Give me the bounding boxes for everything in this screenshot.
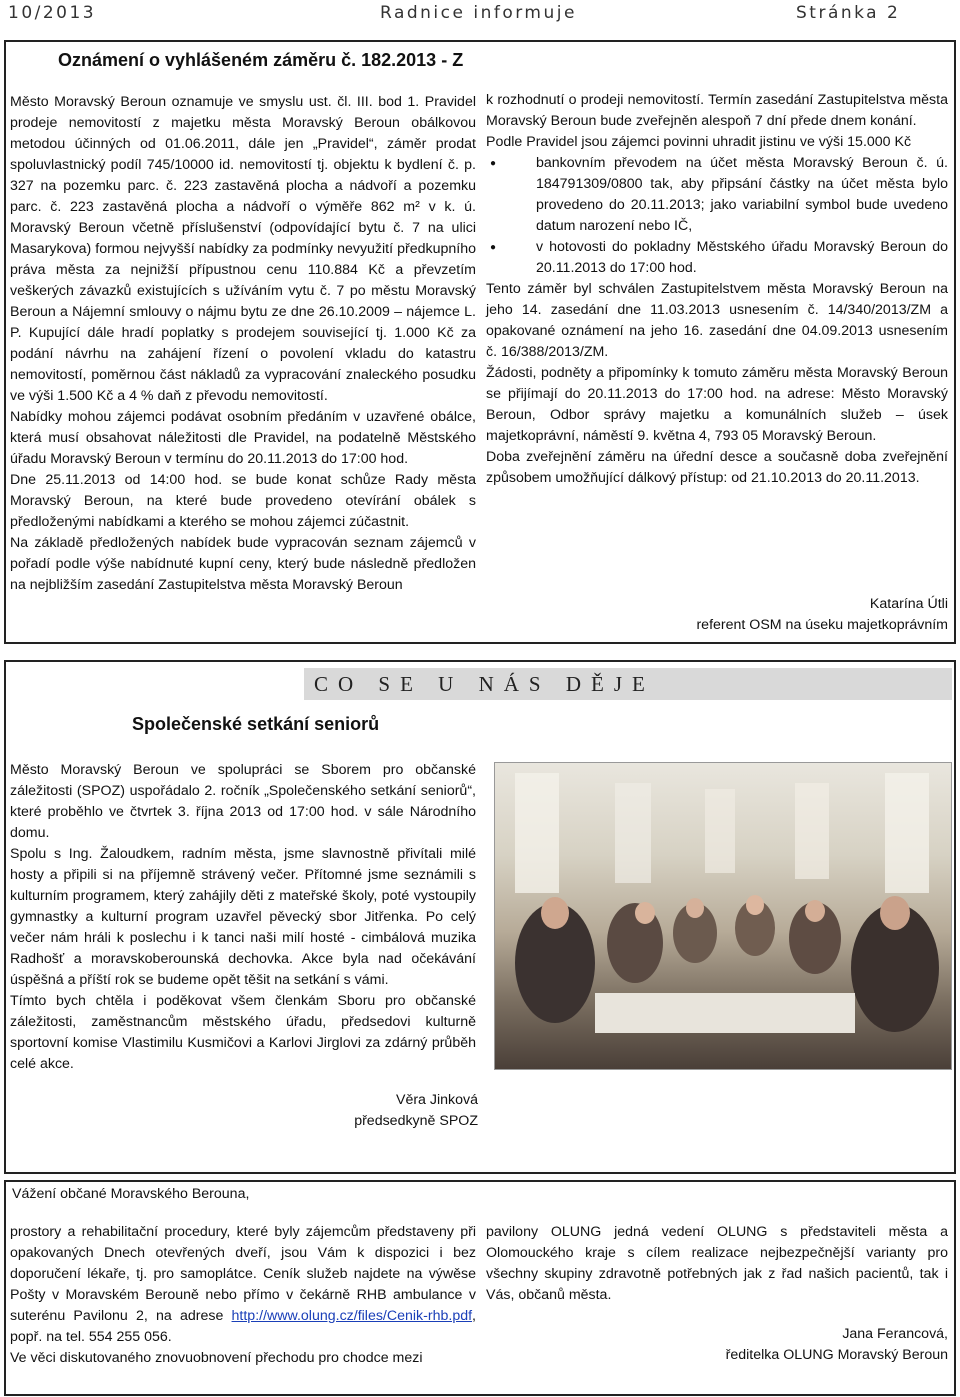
notice-title: Oznámení o vyhlášeném záměru č. 182.2013 - Z: [58, 50, 464, 70]
signature-name: Jana Ferancová,: [842, 1326, 948, 1342]
letter-box: [4, 1180, 956, 1396]
notice-paragraph: Nabídky mohou zájemci podávat osobním předáním v uzavřené obálce, která musí obsahovat náležitosti dle Pravidel, na podatelně Městského úřadu Moravský Beroun v termínu do 20.11.2013 do 17:00 hod.: [10, 409, 476, 467]
section-banner: CO SE U NÁS DĚJE: [304, 668, 952, 700]
events-text: [10, 760, 476, 1075]
deposit-text: Podle Pravidel jsou zájemci povinni uhradit jistinu ve výši 15.000 Kč: [486, 134, 912, 150]
events-box: [4, 660, 956, 1174]
issue-number: 10/2013: [8, 3, 97, 23]
notice-paragraph: Tento záměr byl schválen Zastupitelstvem města Moravský Beroun na jeho 14. zasedání dne 11.03.2013 usnesením č. 14/340/2013/ZM a opakované oznámení na jeho 16. zasedání dne 04.09.2013 usnesením č. 16/388/2013/ZM.: [486, 281, 948, 360]
newsletter-title: Radnice informuje: [380, 3, 577, 23]
notice-left-column: [10, 92, 476, 596]
letter-right-column: [486, 1222, 948, 1306]
notice-paragraph: Doba zveřejnění záměru na úřední desce a současně doba zveřejnění způsobem umožňující dálkový přístup: od 21.10.2013 do 20.11.2013.: [486, 449, 948, 486]
letter-left-column: [10, 1222, 476, 1369]
event-photo-illustration: [495, 763, 951, 1069]
events-paragraph: Spolu s Ing. Žaloudkem, radním města, jsme slavnostně přivítali milé hosty a připili si na příjemně strávený večer. Přítomné jsme seznámili s kulturním programem, který zahájily děti z mateřské školy, poté vystoupily gymnastky a kulturní program uzavřel pěvecký sbor Jitřenka. Po celý večer nám hráli k poslechu i k tanci naši milí hosté - cimbálová muzika Radhošť a moravskoberounská dechovka. Akce byla nad očekávání úspěšná a příští rok se budeme opět těšit na setkání s vámi.: [10, 846, 476, 988]
notice-paragraph: Na základě předložených nabídek bude vypracován seznam zájemců v pořadí podle výše nabídnuté kupní ceny, který bude následně předložen na nejbližším zasedání Zastupitelstva města Moravský Beroun: [10, 535, 476, 593]
notice-paragraph: k rozhodnutí o prodeji nemovitostí. Termín zasedání Zastupitelstva města Moravský Beroun bude zveřejněn alespoň 7 dní přede dnem konání.: [486, 92, 948, 129]
notice-paragraph: Dne 25.11.2013 od 14:00 hod. se bude konat schůze Rady města Moravský Beroun, na které bude provedeno otevírání obálek s předloženými nabídkami a kterého se mohou zájemci zúčastnit.: [10, 472, 476, 530]
letter-text: pavilony OLUNG jedná vedení OLUNG s představiteli města a Olomouckého kraje s cílem realizace nejbezpečnější varianty pro všechny skupiny zdravotně potřebných jak z řad našich pacientů, tak i Vás, občanů města.: [486, 1224, 948, 1303]
notice-paragraph: Žádosti, podněty a připomínky k tomuto záměru města Moravský Beroun se přijímají do 20.11.2013 do 17:00 hod. na adrese: Město Moravský Beroun, Odbor správy majetku a komunálních služeb – úsek majetkoprávní, náměstí 9. května 4, 793 05 Moravský Beroun.: [486, 365, 948, 444]
signature-role: ředitelka OLUNG Moravský Beroun: [725, 1347, 948, 1363]
events-paragraph: Město Moravský Beroun ve spolupráci se Sborem pro občanské záležitosti (SPOZ) uspořádalo 2. ročník „Společenského setkání seniorů“, které proběhlo ve čtvrtek 3. října 2013 od 17:00 hod. v sále Národního domu.: [10, 762, 476, 841]
notice-right-column: [486, 90, 948, 489]
events-title: Společenské setkání seniorů: [132, 714, 380, 734]
letter-greeting: Vážení občané Moravského Berouna,: [12, 1186, 250, 1202]
events-signature: [354, 1090, 478, 1132]
page-header: [0, 0, 960, 38]
letter-text: Ve věci diskutovaného znovuobnovení přechodu pro chodce mezi: [10, 1350, 423, 1366]
price-list-link[interactable]: http://www.olung.cz/files/Cenik-rhb.pdf: [231, 1308, 473, 1324]
signature-name: Věra Jinková: [395, 1092, 478, 1108]
letter-text: , popř. na tel. 554 255 056.: [10, 1308, 476, 1345]
signature-name: Katarína Útli: [869, 596, 948, 612]
letter-text: prostory a rehabilitační procedury, které byly zájemcům představeny při opakovaných Dnech otevřených dveří, jsou Vám k dispozici i bez doporučení lékaře, tj. pro samoplátce. Ceník služeb najdete na výwěse Pošty v Moravském Berouně nebo přímo v čekárně RHB ambulance v suterénu Pavilonu 2, na adrese: [10, 1224, 476, 1324]
payment-item: ● v hotovosti do pokladny Městského úřadu Moravský Beroun do 20.11.2013 do 17:00 hod.: [486, 237, 948, 279]
payment-list: [486, 153, 948, 279]
notice-paragraph: Město Moravský Beroun oznamuje ve smyslu ust. čl. III. bod 1. Pravidel prodeje nemovitostí z majetku města Moravský Beroun obálkovou metodou účinných od 01.06.2011, dále jen „Pravidel“, záměr prodat spoluvlastnický podíl 745/10000 id. nemovitostí tj. objektu k bydlení č. p. 327 na pozemku parc. č. 223 zastavěná plocha a nádvoří a pozemku parc. č. 223 zastavěná plocha a nádvoří o výměře 862 m² v k. ú. Moravský Beroun včetně příslušenství (odpovídající bytu č. 7 na ulici Masarykova) formou nejvyšší nabídky za podmínky nevyužití předkupního práva města za nejnižší přípustnou cenu 110.884 Kč a převzetím veškerých závazků existujících s užíváním vytu č. 7 po městu Moravský Beroun a Nájemní smlouvy o nájmu bytu ze dne 26.10.2009 – nájemce L. P. Kupující dále hradí poplatky s prodejem související tj. 1.000 Kč za podání návrhu na zahájení řízení o povolení vkladu do katastru nemovitostí, poměrnou část nákladů za vypracování znaleckého posudku ve výši 1.500 Kč a 4 % daň z převodu nemovitostí.: [10, 94, 476, 404]
signature-role: předsedkyně SPOZ: [354, 1113, 478, 1129]
event-photo: [494, 762, 952, 1070]
events-paragraph: Tímto bych chtěla i poděkovat všem členkám Sboru pro občanské záležitosti, zaměstnancům městského úřadu, předsedovi kulturně sportovní komise Vlastimilu Kusmičovi a Karlovi Jirglovi za zdárný průběh celé akce.: [10, 993, 476, 1072]
letter-signature: [726, 1324, 948, 1366]
payment-item: ● bankovním převodem na účet města Moravský Beroun č. ú. 184791309/0800 tak, aby připsání částky na účet města bylo provedeno do 20.11.2013; jako variabilní symbol bude uvedeno datum narození nebo IČ,: [486, 153, 948, 237]
signature-role: referent OSM na úseku majetkoprávním: [696, 617, 948, 633]
notice-box: [4, 40, 956, 644]
notice-signature: [696, 594, 948, 636]
page-number: Stránka 2: [796, 3, 901, 23]
